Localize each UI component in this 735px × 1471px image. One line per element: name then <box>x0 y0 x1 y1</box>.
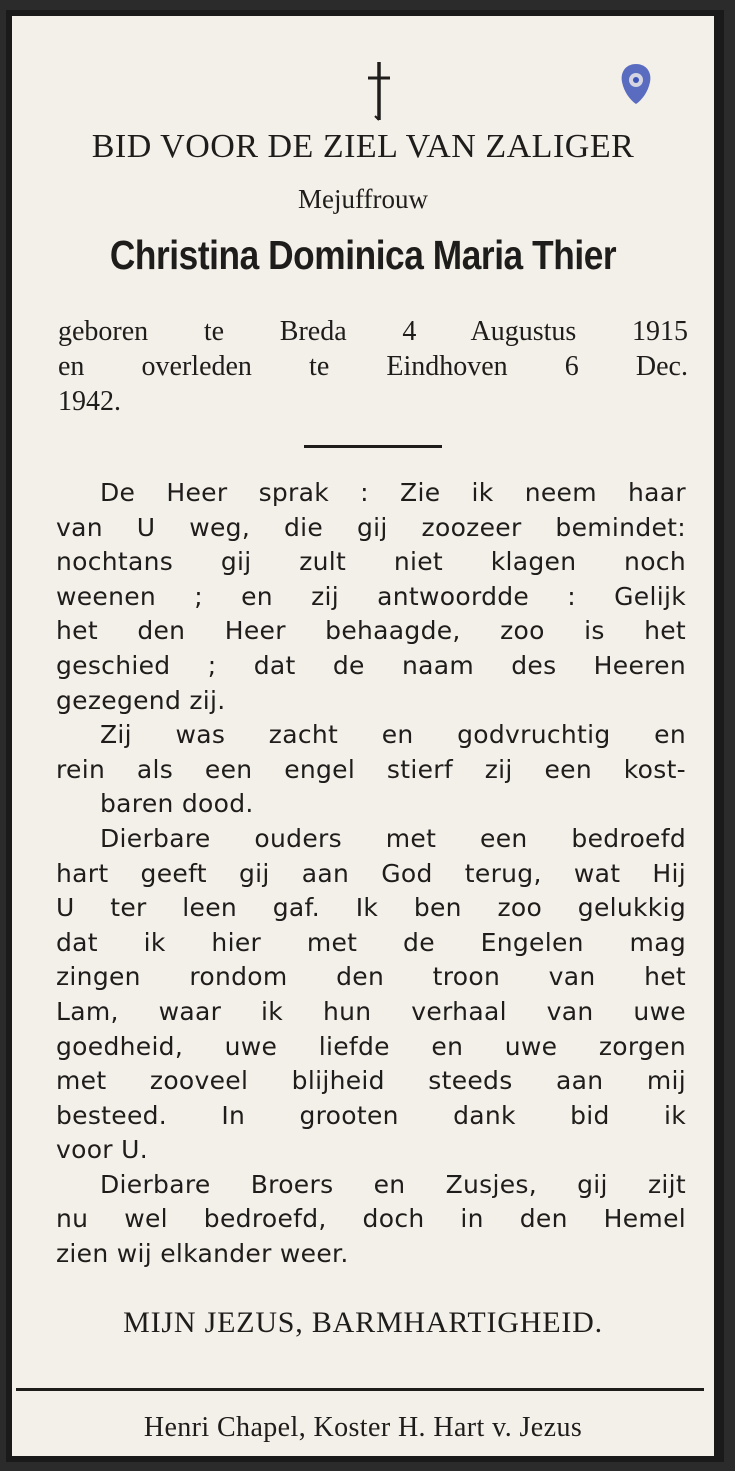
text-line: hart geeft gij aan God terug, wat Hij <box>56 858 686 888</box>
memorial-card <box>6 10 724 1462</box>
text-line: rein als een engel stierf zij een kost- <box>56 754 686 784</box>
text-line: gezegend zij. <box>56 685 226 715</box>
deceased-name: Christina Dominica Maria Thier <box>109 232 617 278</box>
text-line: Dierbare Broers en Zusjes, gij zijt <box>100 1169 686 1199</box>
text-line: goedheid, uwe liefde en uwe zorgen <box>56 1031 686 1061</box>
text-line: voor U. <box>56 1135 148 1165</box>
text-line: Lam, waar ik hun verhaal van uwe <box>56 996 686 1026</box>
closing-motto: MIJN JEZUS, BARMHARTIGHEID. <box>123 1306 603 1339</box>
text-line: Dierbare ouders met een bedroefd <box>100 823 686 853</box>
dates-line: 1942. <box>58 386 121 417</box>
text-line: weenen ; en zij antwoordde : Gelijk <box>56 581 686 611</box>
text-line: van U weg, die gij zoozeer bemindet: <box>56 512 686 542</box>
text-line: met zooveel blijheid steeds aan mij <box>56 1066 686 1096</box>
prayer-heading: BID VOOR DE ZIEL VAN ZALIGER <box>91 128 635 165</box>
text-line: nochtans gij zult niet klagen noch <box>56 547 686 577</box>
text-line: De Heer sprak : Zie ik neem haar <box>100 478 686 507</box>
birth-death-dates <box>58 314 688 419</box>
deceased-title: Mejuffrouw <box>298 184 428 214</box>
dates-line: geboren te Breda 4 Augustus 1915 <box>58 316 688 347</box>
stamp-icon <box>616 60 656 110</box>
footer-divider <box>16 1388 704 1391</box>
text-line: U ter leen gaf. Ik ben zoo gelukkig <box>56 893 686 923</box>
text-line: het den Heer behaagde, zoo is het <box>56 616 686 646</box>
divider-rule <box>304 445 442 448</box>
cross-icon <box>364 60 394 122</box>
text-line: baren dood. <box>100 789 254 819</box>
printer-credit: Henri Chapel, Koster H. Hart v. Jezus <box>143 1412 583 1443</box>
text-line: geschied ; dat de naam des Heeren <box>56 650 686 680</box>
text-line: Zij was zacht en godvruchtig en <box>100 720 686 750</box>
text-line: zingen rondom den troon van het <box>56 962 686 992</box>
text-line: nu wel bedroefd, doch in den Hemel <box>56 1204 686 1234</box>
memorial-text <box>56 476 686 1272</box>
text-line: besteed. In grooten dank bid ik <box>56 1100 686 1130</box>
text-line: dat ik hier met de Engelen mag <box>56 927 686 957</box>
dates-line: en overleden te Eindhoven 6 Dec. <box>58 351 688 382</box>
text-line: zien wij elkander weer. <box>56 1239 349 1269</box>
